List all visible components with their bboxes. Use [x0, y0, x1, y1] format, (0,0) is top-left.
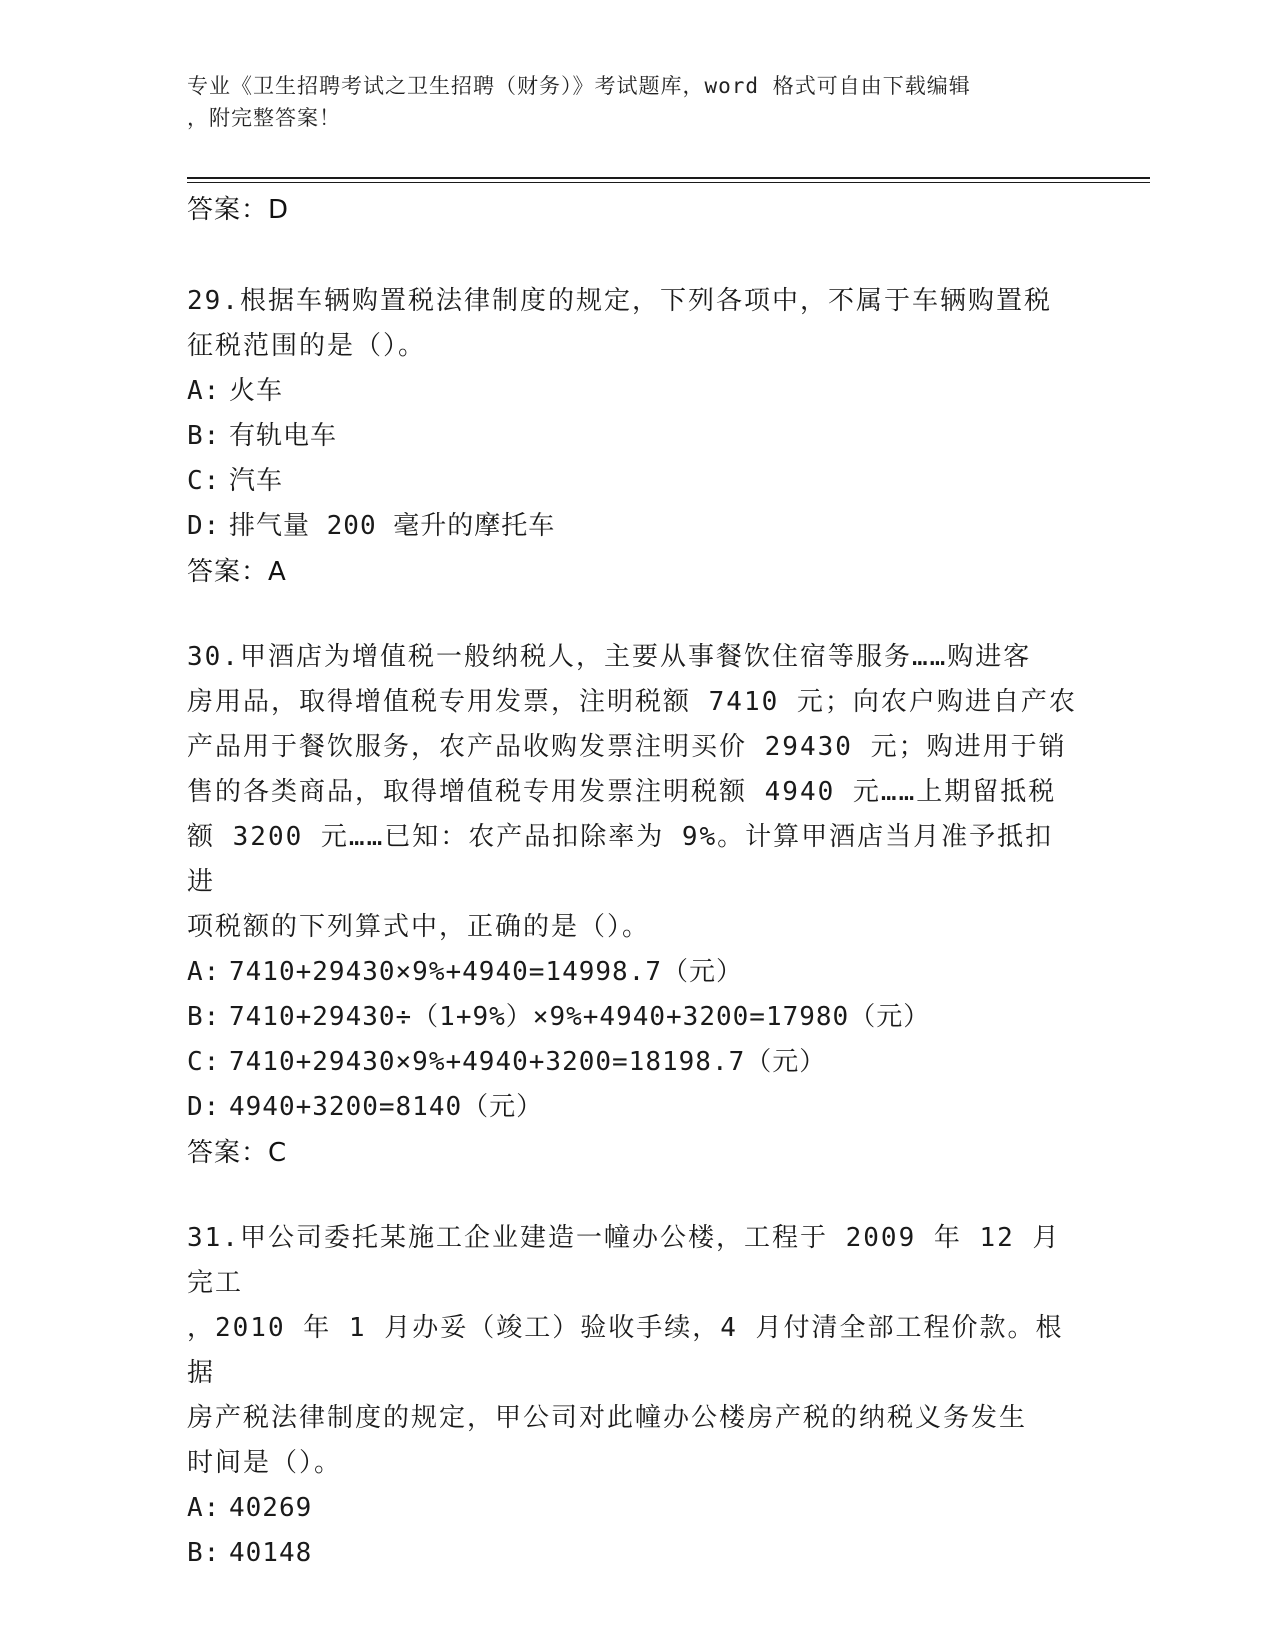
option-key: A: [187, 376, 221, 406]
option-key: D: [187, 511, 221, 541]
answer-label: 答案：C [187, 1138, 288, 1168]
option-text: 7410+29430×9%+4940=14998.7（元） [229, 957, 743, 987]
option-text: 火车 [229, 376, 284, 406]
option-c [187, 459, 1087, 504]
option-text: 7410+29430÷（1+9%）×9%+4940+3200=17980（元） [229, 1002, 931, 1032]
option-b [187, 414, 1087, 459]
option-key: A: [187, 957, 221, 987]
option-text: 汽车 [229, 466, 284, 496]
header-divider-thin [187, 182, 1150, 183]
question-line: 房产税法律制度的规定，甲公司对此幢办公楼房产税的纳税义务发生 [187, 1403, 1028, 1433]
option-key: B: [187, 421, 221, 451]
document-body [187, 187, 1087, 1576]
answer-label: 答案：A [187, 557, 287, 587]
question-text [187, 279, 1077, 369]
question-line: 29.根据车辆购置税法律制度的规定，下列各项中，不属于车辆购置税 [187, 286, 1052, 316]
option-text: 有轨电车 [229, 421, 338, 451]
option-d [187, 504, 1087, 549]
header-divider-thick [187, 177, 1150, 179]
option-key: C: [187, 466, 221, 496]
option-key: A: [187, 1493, 221, 1523]
question-line: 31.甲公司委托某施工企业建造一幢办公楼，工程于 2009 年 12 月完工 [187, 1223, 1061, 1298]
option-text: 40148 [229, 1538, 313, 1568]
option-b [187, 995, 1087, 1040]
question-line: 产品用于餐饮服务，农产品收购发票注明买价 29430 元；购进用于销 [187, 732, 1067, 762]
question-line: 30.甲酒店为增值税一般纳税人，主要从事餐饮住宿等服务……购进客 [187, 642, 1032, 672]
option-text: 排气量 200 毫升的摩托车 [229, 511, 556, 541]
header-line-1: 专业《卫生招聘考试之卫生招聘（财务）》考试题库，word 格式可自由下载编辑 [187, 74, 971, 98]
option-key: B: [187, 1538, 221, 1568]
option-text: 40269 [229, 1493, 313, 1523]
question-line: ，2010 年 1 月办妥（竣工）验收手续，4 月付清全部工程价款。根据 [187, 1313, 1064, 1388]
question-line: 额 3200 元……已知：农产品扣除率为 9%。计算甲酒店当月准予抵扣进 [187, 822, 1054, 897]
question-line: 项税额的下列算式中，正确的是（）。 [187, 912, 651, 942]
option-key: C: [187, 1047, 221, 1077]
option-b [187, 1531, 1087, 1576]
option-a [187, 950, 1087, 995]
option-a [187, 1486, 1087, 1531]
option-a [187, 369, 1087, 414]
question-31 [187, 1216, 1087, 1576]
question-line: 售的各类商品，取得增值税专用发票注明税额 4940 元……上期留抵税 [187, 777, 1057, 807]
question-line: 房用品，取得增值税专用发票，注明税额 7410 元；向农户购进自产农 [187, 687, 1077, 717]
question-line: 征税范围的是（）。 [187, 331, 427, 361]
question-text [187, 1216, 1077, 1486]
spacer [187, 595, 1087, 635]
header-line-2: ，附完整答案！ [187, 106, 341, 130]
question-30 [187, 635, 1087, 1176]
answer-label: 答案：D [187, 195, 290, 225]
option-text: 7410+29430×9%+4940+3200=18198.7（元） [229, 1047, 827, 1077]
question-text [187, 635, 1077, 950]
option-key: D: [187, 1092, 221, 1122]
option-key: B: [187, 1002, 221, 1032]
option-text: 4940+3200=8140（元） [229, 1092, 544, 1122]
option-d [187, 1085, 1087, 1130]
document-header [187, 70, 1067, 134]
question-29 [187, 279, 1087, 595]
option-c [187, 1040, 1087, 1085]
spacer [187, 1176, 1087, 1216]
question-line: 时间是（）。 [187, 1448, 343, 1478]
